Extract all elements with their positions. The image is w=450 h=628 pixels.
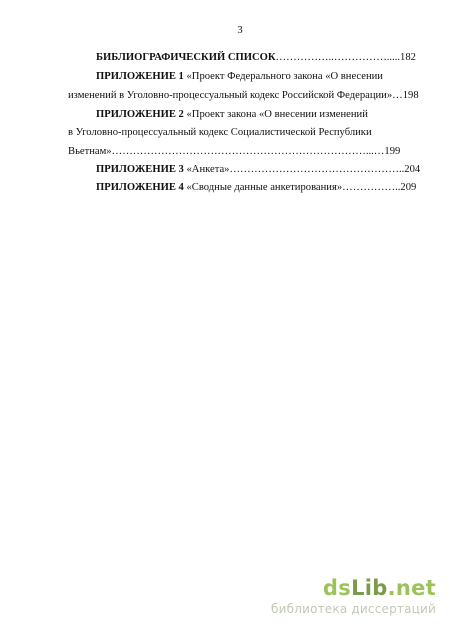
toc-entry-title: изменений в Уголовно-процессуальный кодекс Российской Федерации»… (68, 90, 403, 101)
toc-entry-label: ПРИЛОЖЕНИЕ 4 (96, 182, 184, 193)
toc-page-number: 204 (404, 164, 421, 175)
logo-lib: Lib (351, 576, 388, 600)
toc-entry-appendix-1-continuation (68, 91, 419, 102)
toc-page-number: 199 (384, 146, 401, 157)
toc-entry-appendix-4 (96, 183, 416, 194)
toc-entry-title: «Проект закона «О внесении изменений (183, 109, 368, 120)
page-number: 3 (237, 25, 243, 36)
watermark-tagline: библиотека диссертаций (271, 602, 436, 616)
toc-entry-appendix-3 (96, 165, 420, 176)
toc-entry-bibliography (96, 53, 416, 64)
toc-entry-appendix-2-continuation (68, 128, 372, 139)
toc-entry-title: «Проект Федерального закона «О внесении (183, 71, 383, 82)
toc-entry-appendix-1 (96, 72, 383, 83)
toc-entry-appendix-2-end (68, 147, 400, 158)
toc-entry-title: в Уголовно-процессуальный кодекс Социалистической Республики (68, 127, 372, 138)
dslib-logo (246, 578, 436, 599)
dslib-watermark (246, 578, 436, 616)
toc-entry-title: Вьетнам»………………………………………………………………...… (68, 146, 385, 157)
toc-entry-title: «Анкета»………………………………………….. (183, 164, 405, 175)
toc-entry-appendix-2 (96, 110, 368, 121)
toc-page-number: 182 (400, 52, 416, 63)
toc-entry-label: ПРИЛОЖЕНИЕ 1 (96, 71, 184, 82)
toc-entry-label: ПРИЛОЖЕНИЕ 2 (96, 109, 184, 120)
logo-ds: ds (322, 576, 352, 600)
toc-entry-label: БИБЛИОГРАФИЧЕСКИЙ СПИСОК (96, 52, 276, 63)
toc-page-number: 209 (400, 182, 417, 193)
toc-page-number: 198 (402, 90, 419, 101)
toc-leader: ……………..……………..... (275, 52, 401, 63)
toc-entry-title: «Сводные данные анкетирования»…………….. (183, 182, 401, 193)
toc-entry-label: ПРИЛОЖЕНИЕ 3 (96, 164, 184, 175)
logo-net: .net (387, 576, 436, 600)
